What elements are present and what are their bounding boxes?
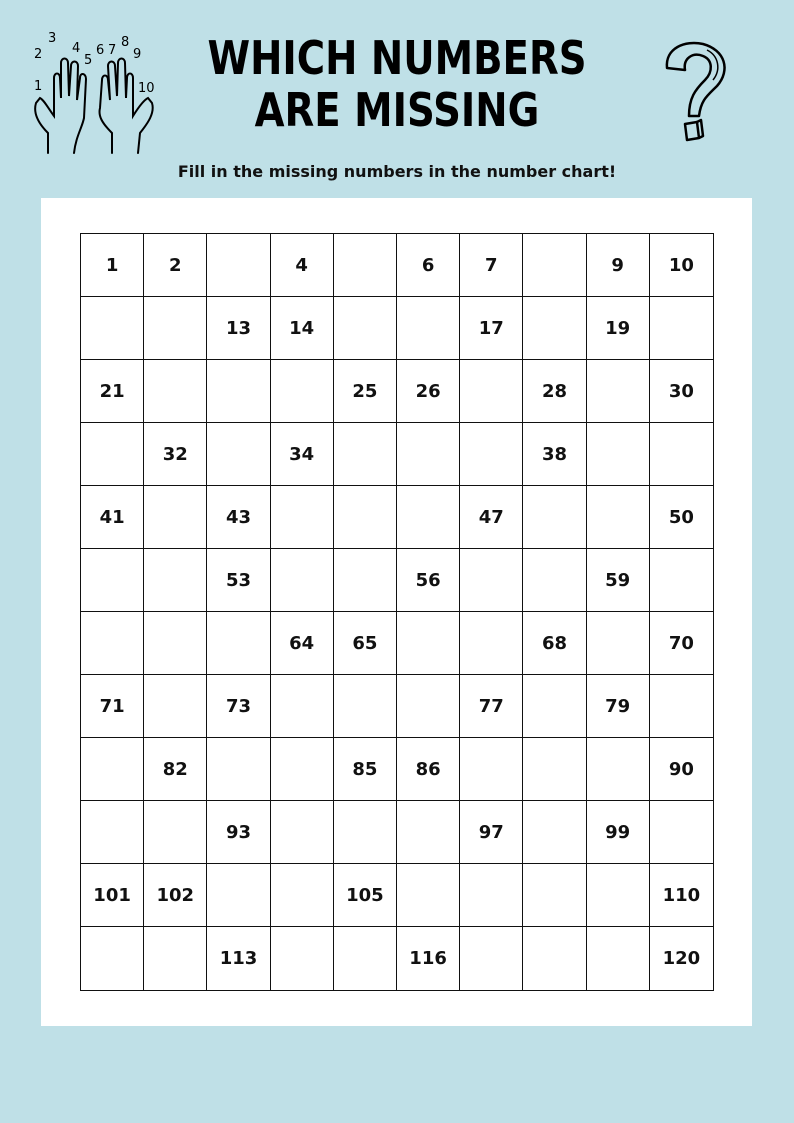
- blank-number-cell[interactable]: [460, 360, 523, 423]
- blank-number-cell[interactable]: [587, 927, 650, 990]
- blank-number-cell[interactable]: [144, 801, 207, 864]
- blank-number-cell[interactable]: [144, 549, 207, 612]
- number-cell: 28: [523, 360, 586, 423]
- blank-number-cell[interactable]: [144, 486, 207, 549]
- number-cell: 59: [587, 549, 650, 612]
- blank-number-cell[interactable]: [334, 297, 397, 360]
- blank-number-cell[interactable]: [460, 864, 523, 927]
- number-cell: 34: [271, 423, 334, 486]
- number-cell: 102: [144, 864, 207, 927]
- blank-number-cell[interactable]: [587, 612, 650, 675]
- blank-number-cell[interactable]: [81, 927, 144, 990]
- blank-number-cell[interactable]: [271, 360, 334, 423]
- number-cell: 30: [650, 360, 713, 423]
- blank-number-cell[interactable]: [587, 864, 650, 927]
- blank-number-cell[interactable]: [587, 486, 650, 549]
- blank-number-cell[interactable]: [81, 738, 144, 801]
- number-cell: 2: [144, 234, 207, 297]
- blank-number-cell[interactable]: [334, 549, 397, 612]
- number-cell: 90: [650, 738, 713, 801]
- hand-number: 2: [34, 47, 43, 62]
- hand-number: 8: [121, 35, 130, 50]
- blank-number-cell[interactable]: [334, 927, 397, 990]
- number-cell: 64: [271, 612, 334, 675]
- page-title: [64, 32, 731, 136]
- number-cell: 1: [81, 234, 144, 297]
- blank-number-cell[interactable]: [271, 549, 334, 612]
- instructions: Fill in the missing numbers in the number chart!: [177, 162, 617, 181]
- blank-number-cell[interactable]: [271, 675, 334, 738]
- blank-number-cell[interactable]: [334, 801, 397, 864]
- number-cell: 14: [271, 297, 334, 360]
- number-cell: 86: [397, 738, 460, 801]
- blank-number-cell[interactable]: [523, 234, 586, 297]
- hand-number: 3: [48, 31, 57, 46]
- blank-number-cell[interactable]: [207, 360, 270, 423]
- blank-number-cell[interactable]: [460, 738, 523, 801]
- number-cell: 26: [397, 360, 460, 423]
- blank-number-cell[interactable]: [334, 234, 397, 297]
- hand-number: 1: [34, 79, 43, 94]
- number-cell: 120: [662, 948, 701, 969]
- number-cell: 79: [587, 675, 650, 738]
- blank-number-cell[interactable]: [650, 801, 713, 864]
- blank-number-cell[interactable]: [144, 675, 207, 738]
- blank-number-cell[interactable]: [460, 927, 523, 990]
- blank-number-cell[interactable]: [523, 864, 586, 927]
- blank-number-cell[interactable]: [460, 612, 523, 675]
- blank-number-cell[interactable]: [334, 675, 397, 738]
- blank-number-cell[interactable]: [207, 234, 270, 297]
- blank-number-cell[interactable]: [460, 423, 523, 486]
- blank-number-cell[interactable]: [207, 423, 270, 486]
- number-cell: 17: [460, 297, 523, 360]
- number-cell: 25: [334, 360, 397, 423]
- blank-number-cell[interactable]: [81, 612, 144, 675]
- blank-number-cell[interactable]: [397, 486, 460, 549]
- number-cell: 41: [81, 486, 144, 549]
- blank-number-cell[interactable]: [397, 423, 460, 486]
- blank-number-cell[interactable]: [81, 801, 144, 864]
- number-cell: 53: [207, 549, 270, 612]
- blank-number-cell[interactable]: [397, 801, 460, 864]
- blank-number-cell[interactable]: [587, 738, 650, 801]
- blank-number-cell[interactable]: [587, 360, 650, 423]
- number-cell: 4: [271, 234, 334, 297]
- blank-number-cell[interactable]: [271, 486, 334, 549]
- hand-number: 9: [133, 47, 142, 62]
- blank-number-cell[interactable]: [650, 297, 713, 360]
- number-cell: 47: [460, 486, 523, 549]
- blank-number-cell[interactable]: [81, 297, 144, 360]
- blank-number-cell[interactable]: [523, 486, 586, 549]
- hand-number: 5: [84, 53, 93, 68]
- number-cell: 110: [650, 864, 713, 927]
- number-cell: 73: [207, 675, 270, 738]
- blank-number-cell[interactable]: [271, 864, 334, 927]
- number-cell: 50: [650, 486, 713, 549]
- number-cell: 97: [460, 801, 523, 864]
- number-cell: 13: [207, 297, 270, 360]
- blank-number-cell[interactable]: [523, 801, 586, 864]
- blank-number-cell[interactable]: [207, 612, 270, 675]
- number-cell: 70: [650, 612, 713, 675]
- blank-number-cell[interactable]: [397, 297, 460, 360]
- number-cell: 116: [397, 927, 460, 990]
- blank-number-cell[interactable]: [144, 612, 207, 675]
- hand-number: 6: [96, 43, 105, 58]
- title-line-2: ARE MISSING: [254, 83, 540, 137]
- number-cell: 85: [334, 738, 397, 801]
- number-cell: 77: [460, 675, 523, 738]
- blank-number-cell[interactable]: [397, 612, 460, 675]
- blank-number-cell[interactable]: [207, 864, 270, 927]
- number-chart: [80, 233, 714, 991]
- blank-number-cell[interactable]: [207, 738, 270, 801]
- number-cell: 56: [397, 549, 460, 612]
- number-cell: 82: [144, 738, 207, 801]
- number-cell: 10: [650, 234, 713, 297]
- blank-number-cell[interactable]: [334, 486, 397, 549]
- number-cell: 68: [523, 612, 586, 675]
- blank-number-cell[interactable]: [650, 549, 713, 612]
- hand-number: 4: [72, 41, 81, 56]
- blank-number-cell[interactable]: [587, 423, 650, 486]
- blank-number-cell[interactable]: [523, 297, 586, 360]
- number-cell: 65: [334, 612, 397, 675]
- hand-number: 7: [108, 43, 117, 58]
- blank-number-cell[interactable]: [523, 927, 586, 990]
- number-cell: 71: [81, 675, 144, 738]
- number-cell: 19: [587, 297, 650, 360]
- number-cell: 93: [207, 801, 270, 864]
- blank-number-cell[interactable]: [334, 423, 397, 486]
- number-cell: 32: [144, 423, 207, 486]
- number-cell: 21: [81, 360, 144, 423]
- number-cell: 7: [460, 234, 523, 297]
- number-cell: 113: [207, 927, 270, 990]
- question-mark-icon: [655, 38, 735, 148]
- blank-number-cell[interactable]: [144, 360, 207, 423]
- blank-number-cell[interactable]: [144, 297, 207, 360]
- hand-number: 10: [138, 81, 155, 96]
- number-cell: 38: [523, 423, 586, 486]
- blank-number-cell[interactable]: [397, 675, 460, 738]
- title-line-1: WHICH NUMBERS: [207, 31, 587, 85]
- blank-number-cell[interactable]: [523, 549, 586, 612]
- number-cell: 99: [587, 801, 650, 864]
- blank-number-cell[interactable]: [650, 423, 713, 486]
- number-cell: 101: [81, 864, 144, 927]
- number-cell: 43: [207, 486, 270, 549]
- number-cell: 9: [587, 234, 650, 297]
- blank-number-cell[interactable]: [271, 927, 334, 990]
- blank-number-cell[interactable]: [81, 549, 144, 612]
- blank-number-cell[interactable]: [144, 927, 207, 990]
- blank-number-cell[interactable]: [460, 549, 523, 612]
- blank-number-cell[interactable]: [271, 738, 334, 801]
- number-cell: 6: [397, 234, 460, 297]
- blank-number-cell[interactable]: [523, 738, 586, 801]
- blank-number-cell[interactable]: [650, 675, 713, 738]
- blank-number-cell[interactable]: [271, 801, 334, 864]
- blank-number-cell[interactable]: [523, 675, 586, 738]
- number-cell: 105: [334, 864, 397, 927]
- blank-number-cell[interactable]: [81, 423, 144, 486]
- blank-number-cell[interactable]: [397, 864, 460, 927]
